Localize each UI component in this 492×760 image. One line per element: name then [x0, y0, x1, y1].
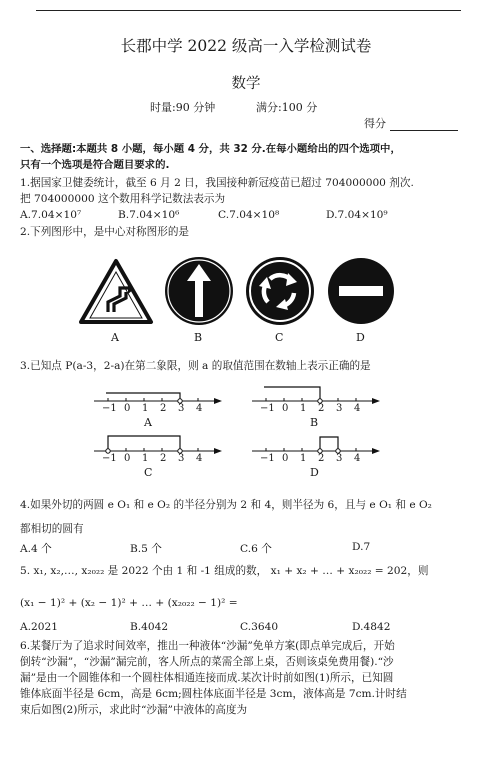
- q1-line1: 1.据国家卫健委统计，截至 6 月 2 日，我国接种新冠疫苗已超过 704000000 剂次.: [20, 177, 414, 189]
- full-score: 满分:100 分: [256, 101, 318, 114]
- q1-option-d: D.7.04×10⁹: [326, 209, 388, 221]
- q5-option-c: C.3640: [240, 621, 279, 633]
- q1-option-c: C.7.04×10⁸: [218, 209, 280, 221]
- q4-option-d: D.7: [352, 541, 371, 553]
- numline-a-label: A: [144, 416, 152, 429]
- sign-c-roundabout-icon: [244, 255, 316, 331]
- q4-line2: 都相切的圆有: [20, 523, 84, 535]
- sign-d-label: D: [356, 331, 365, 344]
- q1-option-b: B.7.04×10⁶: [118, 209, 180, 221]
- sign-c-label: C: [275, 331, 284, 344]
- sign-a-warning-icon: [78, 258, 154, 330]
- sign-d-no-entry-icon: [326, 256, 396, 330]
- time-limit: 时量:90 分钟: [150, 101, 216, 114]
- q1-option-a: A.7.04×10⁷: [20, 209, 82, 221]
- q5-option-d: D.4842: [352, 621, 391, 633]
- score-field: [364, 115, 458, 131]
- q6-line1: 6.某餐厅为了追求时间效率，推出一种液体“沙漏”免单方案(即点单完成后，开始: [20, 640, 395, 652]
- q4-line1: 4.如果外切的两圆 e O₁ 和 e O₂ 的半径分别为 2 和 4，则半径为 6，且与 e O₁ 和 e O₂: [20, 499, 432, 511]
- q6-line5: 束后如图(2)所示，求此时“沙漏”中液体的高度为: [20, 704, 248, 716]
- q5-option-a: A.2021: [20, 621, 58, 633]
- sign-b-straight-arrow-icon: [163, 255, 235, 331]
- section-heading-line2: 只有一个选项是符合题目要求的.: [20, 159, 170, 171]
- sign-a-label: A: [111, 331, 119, 344]
- exam-title: 长郡中学 2022 级高一入学检测试卷: [120, 37, 372, 55]
- sign-b-label: B: [194, 331, 203, 344]
- q6-line2: 倒转“沙漏”，“沙漏”漏完前，客人所点的菜需全部上桌，否则该桌免费用餐).“沙: [20, 656, 394, 668]
- q5-option-b: B.4042: [130, 621, 169, 633]
- q4-option-b: B.5 个: [130, 543, 162, 555]
- q5-line2: (x₁ − 1)² + (x₂ − 1)² + … + (x₂₀₂₂ − 1)² =: [20, 597, 238, 609]
- q1-line2: 把 704000000 这个数用科学记数法表示为: [20, 193, 226, 205]
- q6-line4: 锥体底面半径是 6cm，高是 6cm;圆柱体底面半径是 3cm，液体高是 7cm.计时结: [20, 688, 407, 700]
- subject-title: 数学: [231, 76, 261, 92]
- q6-line3: 漏”是由一个圆锥体和一个圆柱体相通连接而成.某次计时前如图(1)所示，已知圆: [20, 672, 394, 684]
- top-rule: [36, 10, 461, 11]
- q4-option-a: A.4 个: [20, 543, 52, 555]
- score-label: 得分: [364, 117, 386, 130]
- q3-stem: 3.已知点 P(a-3，2-a)在第二象限，则 a 的取值范围在数轴上表示正确的是: [20, 360, 371, 372]
- numline-d-label: D: [310, 466, 319, 479]
- section-heading-line1: 一、选择题:本题共 8 小题，每小题 4 分，共 32 分.在每小题给出的四个选项中，: [20, 143, 401, 155]
- numline-c-label: C: [144, 466, 153, 479]
- score-blank: [390, 120, 458, 131]
- q5-line1: 5. x₁, x₂,…, x₂₀₂₂ 是 2022 个由 1 和 -1 组成的数， x₁ + x₂ + … + x₂₀₂₂ = 202，则: [20, 565, 429, 577]
- q2-stem: 2.下列图形中，是中心对称图形的是: [20, 226, 190, 238]
- q4-option-c: C.6 个: [240, 543, 272, 555]
- numline-b-label: B: [310, 416, 319, 429]
